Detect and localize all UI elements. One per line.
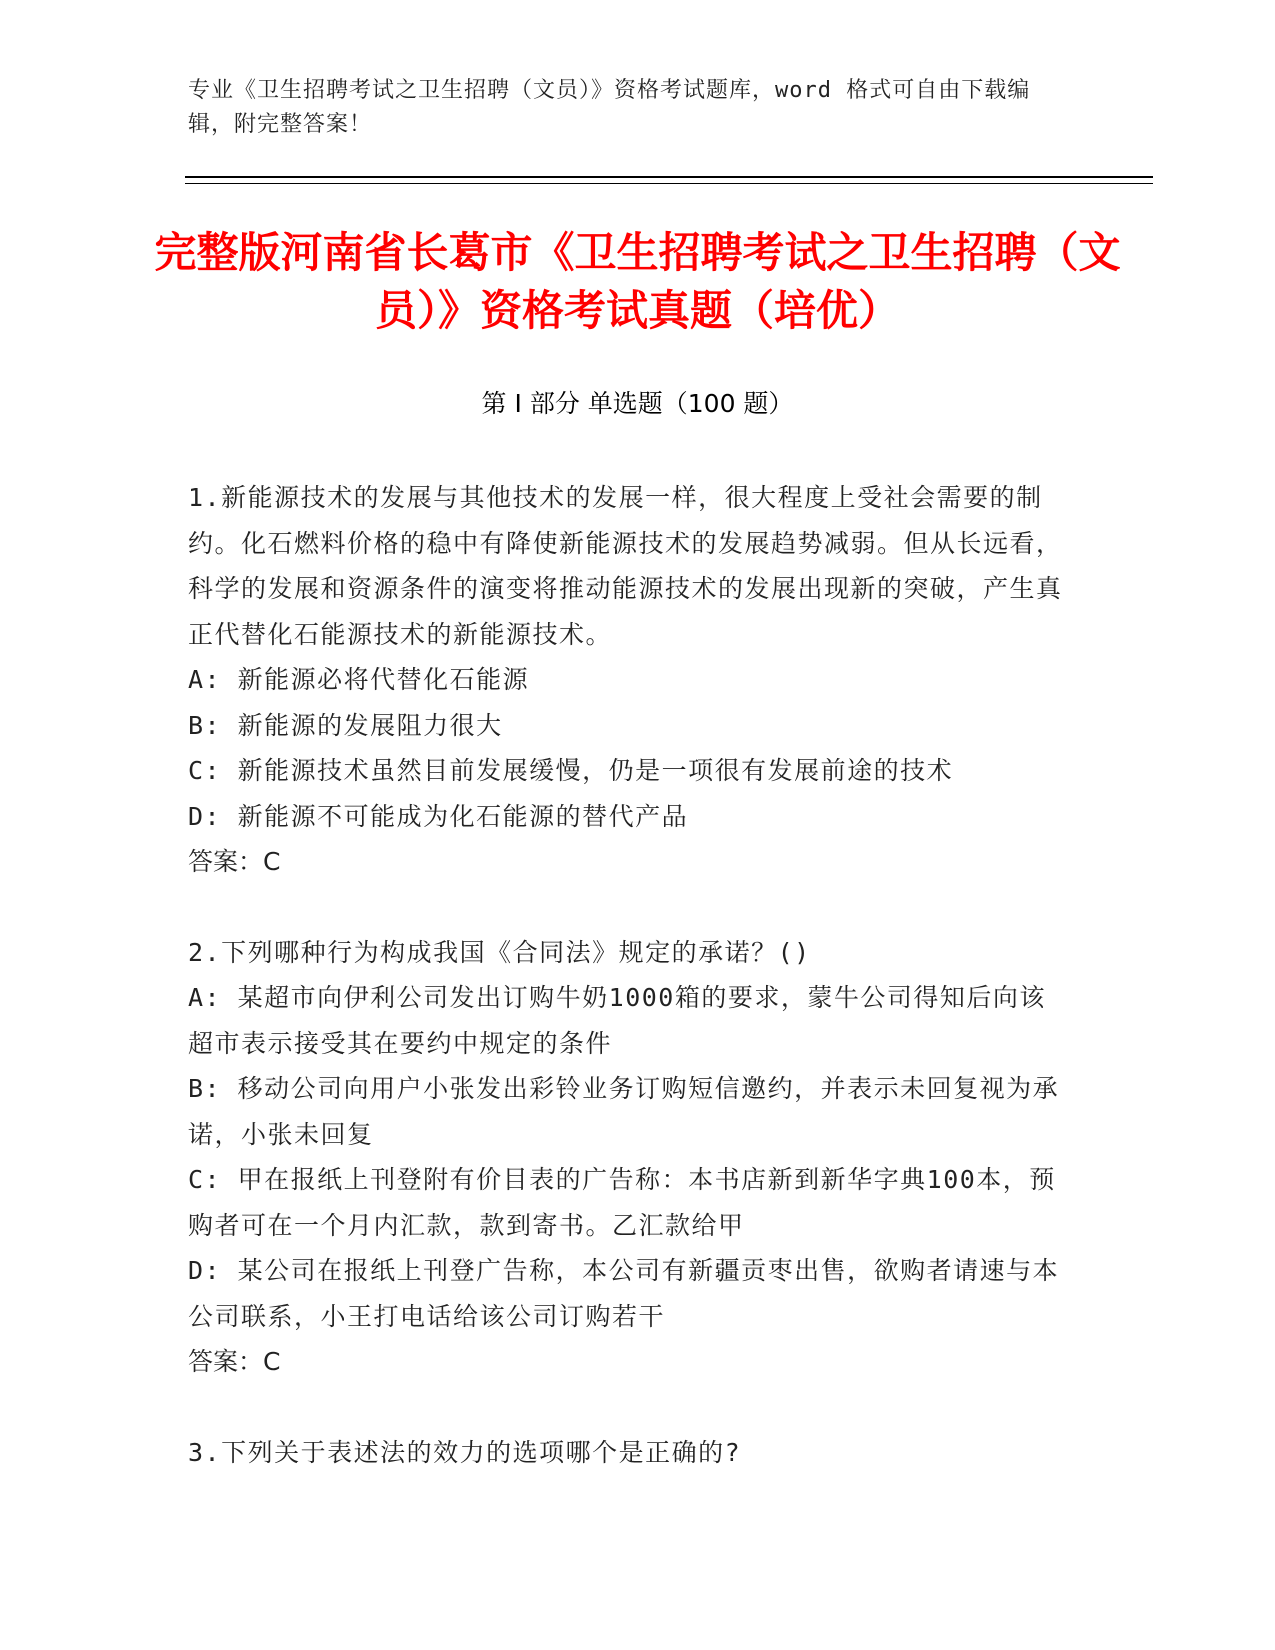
option-a: A: 某超市向伊利公司发出订购牛奶1000箱的要求，蒙牛公司得知后向该超市表示接受其在要约中规定的条件	[188, 983, 1046, 1058]
question-list	[188, 475, 1068, 1475]
spacer	[188, 1385, 1068, 1430]
question-stem: 3.下列关于表述法的效力的选项哪个是正确的?	[188, 1437, 742, 1467]
answer: 答案：C	[188, 847, 281, 876]
question-1	[188, 475, 1068, 885]
question-2	[188, 930, 1068, 1385]
answer: 答案：C	[188, 1347, 281, 1376]
question-stem: 1.新能源技术的发展与其他技术的发展一样，很大程度上受社会需要的制约。化石燃料价格的稳中有降使新能源技术的发展趋势减弱。但从长远看，科学的发展和资源条件的演变将推动能源技术的发展出现新的突破，产生真正代替化石能源技术的新能源技术。	[188, 483, 1063, 649]
option-c: C: 新能源技术虽然目前发展缓慢，仍是一项很有发展前途的技术	[188, 756, 954, 785]
header-note: 专业《卫生招聘考试之卫生招聘（文员）》资格考试题库，word 格式可自由下载编辑，附完整答案！	[188, 78, 1031, 137]
header-rule-thick	[185, 176, 1153, 178]
option-a: A: 新能源必将代替化石能源	[188, 665, 530, 694]
question-stem: 2.下列哪种行为构成我国《合同法》规定的承诺？()	[188, 937, 811, 967]
document-title: 完整版河南省长葛市《卫生招聘考试之卫生招聘（文员）》资格考试真题（培优）	[154, 228, 1121, 335]
section-title: 第 I 部分 单选题（100 题）	[481, 389, 794, 418]
header-rule-thin	[185, 183, 1153, 184]
question-3	[188, 1430, 1068, 1476]
option-b: B: 移动公司向用户小张发出彩铃业务订购短信邀约，并表示未回复视为承诺，小张未回复	[188, 1074, 1060, 1149]
option-c: C: 甲在报纸上刊登附有价目表的广告称：本书店新到新华字典100本，预购者可在一个月内汇款，款到寄书。乙汇款给甲	[188, 1165, 1056, 1240]
spacer	[188, 885, 1068, 930]
option-d: D: 新能源不可能成为化石能源的替代产品	[188, 801, 689, 831]
option-d: D: 某公司在报纸上刊登广告称，本公司有新疆贡枣出售，欲购者请速与本公司联系，小王打电话给该公司订购若干	[188, 1256, 1060, 1331]
option-b: B: 新能源的发展阻力很大	[188, 710, 503, 740]
